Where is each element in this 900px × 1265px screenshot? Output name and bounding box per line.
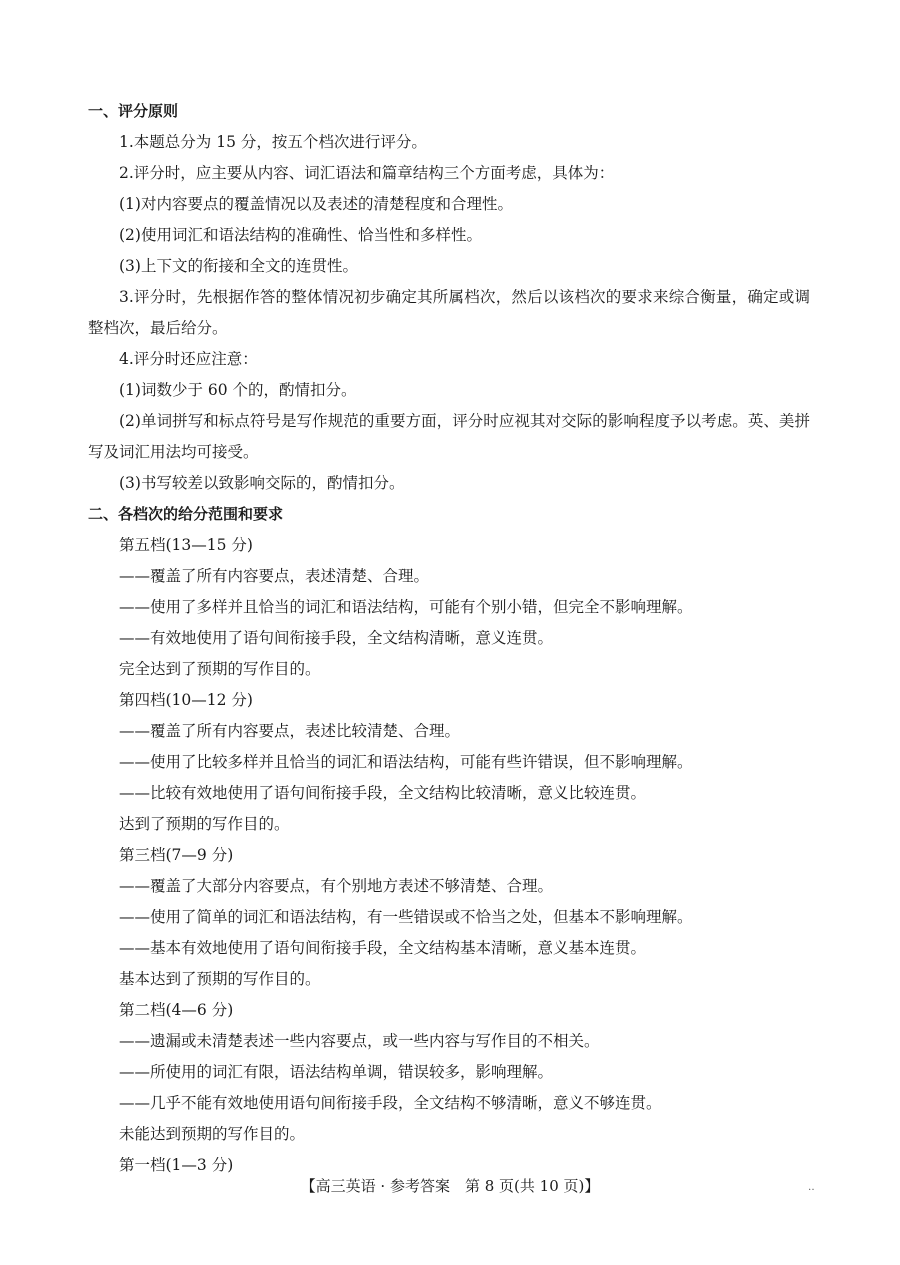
- tier-point: ——基本有效地使用了语句间衔接手段，全文结构基本清晰，意义基本连贯。: [119, 939, 647, 957]
- tier-point: ——使用了简单的词汇和语法结构，有一些错误或不恰当之处，但基本不影响理解。: [119, 908, 693, 926]
- principle-item: (2)使用词汇和语法结构的准确性、恰当性和多样性。: [119, 226, 482, 244]
- tier-point: ——几乎不能有效地使用语句间衔接手段，全文结构不够清晰，意义不够连贯。: [119, 1094, 662, 1112]
- tier-title: 第四档(10—12 分): [119, 691, 253, 709]
- principle-item: 4.评分时还应注意：: [119, 350, 258, 368]
- tier-summary: 达到了预期的写作目的。: [119, 815, 290, 833]
- tier-block-5: [88, 530, 810, 685]
- tier-block-4: [88, 685, 810, 840]
- tier-point: ——覆盖了大部分内容要点，有个别地方表述不够清楚、合理。: [119, 877, 554, 895]
- tier-point: ——有效地使用了语句间衔接手段，全文结构清晰，意义连贯。: [119, 629, 554, 647]
- section-heading-principles: 一、评分原则: [88, 102, 179, 120]
- tier-point: ——覆盖了所有内容要点，表述比较清楚、合理。: [119, 722, 461, 740]
- tier-point: ——遗漏或未清楚表述一些内容要点，或一些内容与写作目的不相关。: [119, 1032, 600, 1050]
- tier-block-3: [88, 840, 810, 995]
- page-footer: 【高三英语 · 参考答案 第 8 页(共 10 页)】: [300, 1177, 600, 1195]
- tier-point: ——覆盖了所有内容要点，表述清楚、合理。: [119, 567, 430, 585]
- tier-title: 第三档(7—9 分): [119, 846, 234, 864]
- principle-subitem: (2)单词拼写和标点符号是写作规范的重要方面，评分时应视其对交际的影响程度予以考虑。英、美拼写及词汇用法均可接受。: [88, 412, 810, 461]
- tier-point: ——使用了比较多样并且恰当的词汇和语法结构，可能有些许错误，但不影响理解。: [119, 753, 693, 771]
- tier-point: ——比较有效地使用了语句间衔接手段，全文结构比较清晰，意义比较连贯。: [119, 784, 647, 802]
- principle-subitem: (1)词数少于 60 个的，酌情扣分。: [119, 381, 357, 399]
- tier-title: 第二档(4—6 分): [119, 1001, 234, 1019]
- tier-point: ——使用了多样并且恰当的词汇和语法结构，可能有个别小错，但完全不影响理解。: [119, 598, 693, 616]
- tier-title: 第一档(1—3 分): [119, 1156, 234, 1174]
- tier-block-2: [88, 995, 810, 1150]
- principle-paragraph: 3.评分时，先根据作答的整体情况初步确定其所属档次，然后以该档次的要求来综合衡量，确定或调整档次，最后给分。: [88, 288, 810, 337]
- tier-title: 第五档(13—15 分): [119, 536, 253, 554]
- document-body: [88, 96, 810, 1181]
- principle-subitem: (3)书写较差以致影响交际的，酌情扣分。: [119, 474, 405, 492]
- principle-item: (3)上下文的衔接和全文的连贯性。: [119, 257, 358, 275]
- principle-item: 2.评分时，应主要从内容、词汇语法和篇章结构三个方面考虑，具体为：: [119, 164, 615, 182]
- tier-point: ——所使用的词汇有限，语法结构单调，错误较多，影响理解。: [119, 1063, 554, 1081]
- tier-summary: 未能达到预期的写作目的。: [119, 1125, 306, 1143]
- tier-summary: 完全达到了预期的写作目的。: [119, 660, 321, 678]
- principle-item: (1)对内容要点的覆盖情况以及表述的清楚程度和合理性。: [119, 195, 513, 213]
- principle-item: 1.本题总分为 15 分，按五个档次进行评分。: [119, 133, 427, 151]
- scan-mark: ‥: [808, 1182, 816, 1193]
- section-heading-tiers: 二、各档次的给分范围和要求: [88, 505, 284, 523]
- tier-summary: 基本达到了预期的写作目的。: [119, 970, 321, 988]
